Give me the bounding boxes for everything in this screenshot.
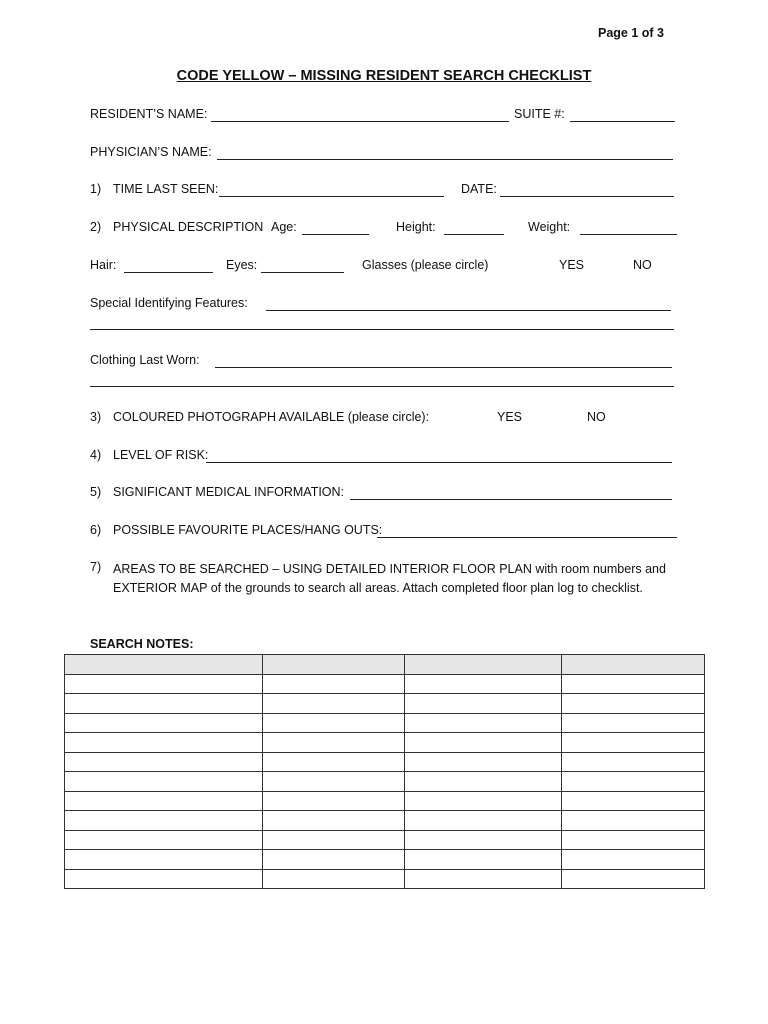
table-cell[interactable] [65,772,263,792]
table-cell[interactable] [263,772,405,792]
table-cell[interactable] [263,850,405,870]
table-cell[interactable] [405,791,562,811]
table-cell[interactable] [65,791,263,811]
table-cell[interactable] [405,694,562,714]
table-cell[interactable] [562,869,705,889]
question-4-number: 4) [90,448,102,462]
table-cell[interactable] [562,713,705,733]
table-cell[interactable] [562,752,705,772]
eyes-label: Eyes: [226,258,258,272]
height-label: Height: [396,220,436,234]
table-cell[interactable] [562,694,705,714]
table-cell[interactable] [405,733,562,753]
clothing-label: Clothing Last Worn: [90,353,200,367]
header-cell [65,655,263,675]
table-row [65,752,705,772]
table-row [65,869,705,889]
places-field[interactable] [377,537,677,538]
table-header-row [65,655,705,675]
table-row [65,674,705,694]
table-row [65,791,705,811]
table-cell[interactable] [65,850,263,870]
table-row [65,713,705,733]
special-features-label: Special Identifying Features: [90,296,248,310]
glasses-yes-option[interactable]: YES [559,258,585,272]
table-cell[interactable] [65,752,263,772]
places-label: POSSIBLE FAVOURITE PLACES/HANG OUTS: [113,523,383,537]
question-6-number: 6) [90,523,102,537]
risk-label: LEVEL OF RISK: [113,448,209,462]
eyes-field[interactable] [261,272,344,273]
header-cell [562,655,705,675]
table-cell[interactable] [562,733,705,753]
photo-yes-option[interactable]: YES [497,410,523,424]
question-2-number: 2) [90,220,102,234]
clothing-field-line-2[interactable] [90,386,674,387]
time-last-seen-field[interactable] [219,196,444,197]
table-cell[interactable] [405,713,562,733]
table-cell[interactable] [263,733,405,753]
table-cell[interactable] [562,674,705,694]
table-cell[interactable] [405,811,562,831]
weight-field[interactable] [580,234,677,235]
physician-name-field[interactable] [217,159,673,160]
hair-field[interactable] [124,272,213,273]
table-cell[interactable] [562,850,705,870]
photo-label: COLOURED PHOTOGRAPH AVAILABLE (please circle): [113,410,430,424]
time-last-seen-label: TIME LAST SEEN: [113,182,219,196]
suite-label: SUITE #: [514,107,565,121]
table-cell[interactable] [65,674,263,694]
hair-label: Hair: [90,258,117,272]
table-cell[interactable] [263,674,405,694]
suite-field[interactable] [570,121,675,122]
search-notes-table [64,654,705,889]
glasses-no-option[interactable]: NO [633,258,652,272]
table-cell[interactable] [562,791,705,811]
table-cell[interactable] [405,850,562,870]
table-cell[interactable] [65,694,263,714]
medical-field[interactable] [350,499,672,500]
table-row [65,811,705,831]
header-cell [263,655,405,675]
question-3-number: 3) [90,410,102,424]
table-cell[interactable] [405,830,562,850]
header-cell [405,655,562,675]
areas-to-search-text: AREAS TO BE SEARCHED – USING DETAILED INTERIOR FLOOR PLAN with room numbers and EXTERIOR MAP of the grounds to search all areas. Attach completed floor plan log to checklist. [113,562,666,595]
table-cell[interactable] [263,752,405,772]
page-title: CODE YELLOW – MISSING RESIDENT SEARCH CHECKLIST [176,68,592,84]
glasses-label: Glasses (please circle) [362,258,489,272]
table-row [65,772,705,792]
table-cell[interactable] [405,772,562,792]
weight-label: Weight: [528,220,571,234]
table-cell[interactable] [405,869,562,889]
table-cell[interactable] [263,713,405,733]
table-row [65,850,705,870]
medical-label: SIGNIFICANT MEDICAL INFORMATION: [113,485,345,499]
age-label: Age: [271,220,297,234]
height-field[interactable] [444,234,504,235]
table-cell[interactable] [65,869,263,889]
table-cell[interactable] [263,830,405,850]
age-field[interactable] [302,234,369,235]
table-cell[interactable] [562,811,705,831]
table-row [65,733,705,753]
physical-description-label: PHYSICAL DESCRIPTION [113,220,264,234]
table-cell[interactable] [263,811,405,831]
question-5-number: 5) [90,485,102,499]
physician-name-label: PHYSICIAN’S NAME: [90,145,212,159]
special-features-field[interactable] [266,310,671,311]
page-number: Page 1 of 3 [598,26,664,40]
risk-field[interactable] [206,462,672,463]
resident-name-label: RESIDENT’S NAME: [90,107,208,121]
table-cell[interactable] [405,674,562,694]
special-features-field-line-2[interactable] [90,329,674,330]
table-cell[interactable] [562,830,705,850]
table-cell[interactable] [405,752,562,772]
clothing-field[interactable] [215,367,672,368]
search-notes-label: SEARCH NOTES: [90,637,194,651]
resident-name-field[interactable] [211,121,509,122]
question-7-number: 7) [90,560,102,574]
table-row [65,830,705,850]
question-1-number: 1) [90,182,102,196]
table-row [65,694,705,714]
table-cell[interactable] [65,733,263,753]
table-cell[interactable] [65,830,263,850]
date-label: DATE: [461,182,497,196]
date-field[interactable] [500,196,674,197]
table-cell[interactable] [65,713,263,733]
table-cell[interactable] [263,869,405,889]
table-cell[interactable] [263,791,405,811]
table-cell[interactable] [263,694,405,714]
table-cell[interactable] [65,811,263,831]
table-cell[interactable] [562,772,705,792]
photo-no-option[interactable]: NO [587,410,606,424]
